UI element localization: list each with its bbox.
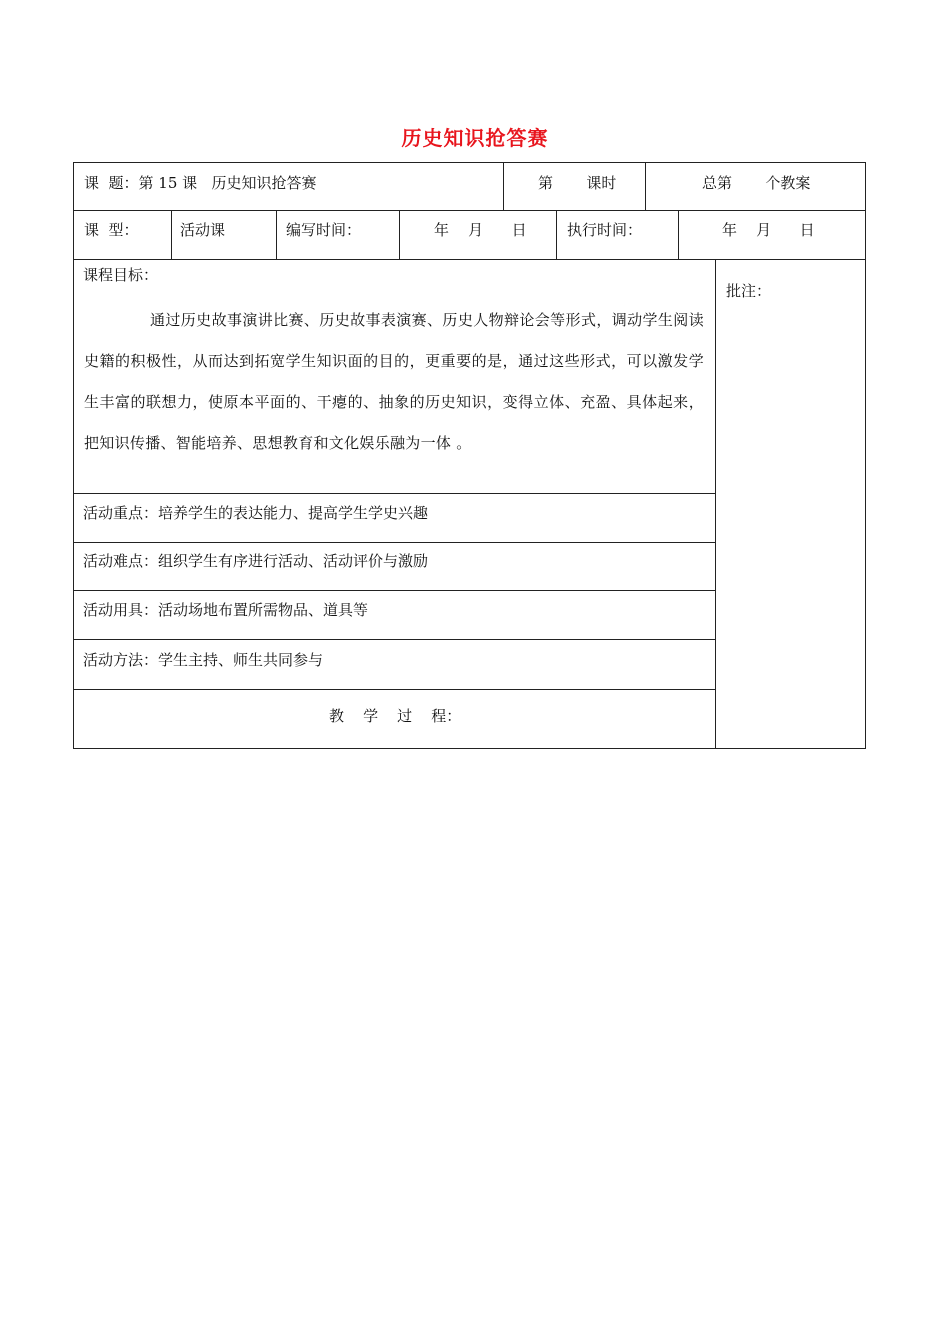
activity-focus-text: 活动重点：培养学生的表达能力、提高学生学史兴趣 [83, 504, 429, 522]
type-value-cell [171, 210, 277, 260]
activity-difficulty-cell [73, 542, 716, 591]
lesson-hour-text: 第 课时 [538, 174, 617, 192]
course-goals-text: 通过历史故事演讲比赛、历史故事表演赛、历史人物辩论会等形式，调动学生阅读史籍的积极性，从而达到拓宽学生知识面的目的，更重要的是，通过这些形式，可以激发学生丰富的联想力，使原本平面的、干瘪的、抽象的历史知识，变得立体、充盈、具体起来，把知识传播、智能培养、思想教育和文化娱乐融为一体 。 [84, 311, 704, 452]
activity-method-text: 活动方法：学生主持、师生共同参与 [83, 651, 324, 669]
activity-tools-cell [73, 590, 716, 640]
activity-tools-text: 活动用具：活动场地布置所需物品、道具等 [83, 601, 369, 619]
type-label: 课 型： [84, 221, 139, 239]
notes-cell [715, 259, 866, 749]
activity-method-cell [73, 639, 716, 690]
lesson-hour-cell [503, 162, 646, 211]
lesson-plan-table [73, 162, 866, 749]
topic-text: 课 题：第 15 课 历史知识抢答赛 [84, 174, 317, 192]
teaching-process-label: 教 学 过 程： [329, 707, 462, 725]
type-label-cell [73, 210, 172, 260]
topic-cell [73, 162, 504, 211]
total-plan-cell [645, 162, 866, 211]
exec-date-cell [678, 210, 866, 260]
write-time-label-cell [276, 210, 400, 260]
activity-focus-cell [73, 493, 716, 543]
type-value: 活动课 [180, 221, 226, 239]
write-time-label: 编写时间： [286, 221, 362, 239]
exec-time-label: 执行时间： [567, 221, 643, 239]
course-goals-label: 课程目标： [83, 266, 159, 284]
total-plan-text: 总第 个教案 [702, 174, 811, 192]
write-date-cell [399, 210, 557, 260]
activity-difficulty-text: 活动难点：组织学生有序进行活动、活动评价与激励 [83, 552, 429, 570]
notes-label: 批注： [726, 282, 772, 300]
exec-date: 年 月 日 [722, 221, 815, 239]
exec-time-label-cell [556, 210, 679, 260]
teaching-process-cell [73, 689, 716, 749]
document-title: 历史知识抢答赛 [401, 126, 549, 150]
write-date: 年 月 日 [434, 221, 527, 239]
course-goals-cell [73, 259, 716, 494]
